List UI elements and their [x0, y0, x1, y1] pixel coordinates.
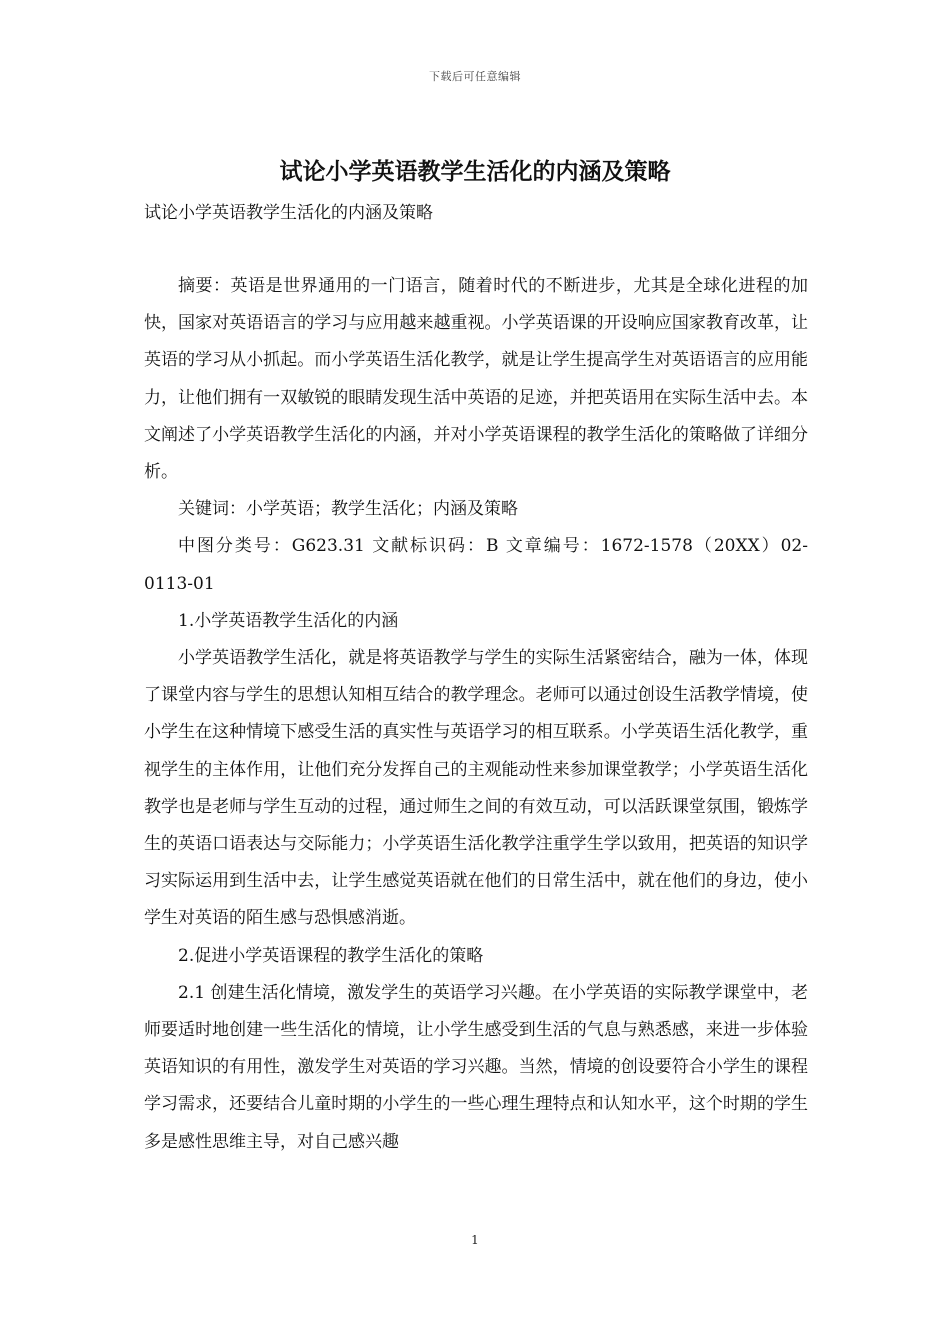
header-note: 下载后可任意编辑 — [429, 70, 521, 83]
page-number: 1 — [471, 1233, 479, 1247]
abstract-paragraph: 摘要：英语是世界通用的一门语言，随着时代的不断进步，尤其是全球化进程的加快，国家对英语语言的学习与应用越来越重视。小学英语课的开设响应国家教育改革，让英语的学习从小抓起。而小学英语生活化教学，就是让学生提高学生对英语语言的应用能力，让他们拥有一双敏锐的眼睛发现生活中英语的足迹，并把英语用在实际生活中去。本文阐述了小学英语教学生活化的内涵，并对小学英语课程的教学生活化的策略做了详细分析。 — [144, 276, 808, 483]
section-1-heading: 1.小学英语教学生活化的内涵 — [178, 610, 399, 631]
document-subtitle: 试论小学英语教学生活化的内涵及策略 — [144, 203, 433, 223]
keywords-paragraph: 关键词：小学英语；教学生活化；内涵及策略 — [178, 499, 518, 520]
document-title: 试论小学英语教学生活化的内涵及策略 — [279, 158, 671, 185]
document-body — [144, 268, 808, 1161]
section-2-heading: 2.促进小学英语课程的教学生活化的策略 — [178, 945, 484, 966]
section-1-body: 小学英语教学生活化，就是将英语教学与学生的实际生活紧密结合，融为一体，体现了课堂内容与学生的思想认知相互结合的教学理念。老师可以通过创设生活教学情境，使小学生在这种情境下感受生活的真实性与英语学习的相互联系。小学英语生活化教学，重视学生的主体作用，让他们充分发挥自己的主观能动性来参加课堂教学；小学英语生活化教学也是老师与学生互动的过程，通过师生之间的有效互动，可以活跃课堂氛围，锻炼学生的英语口语表达与交际能力；小学英语生活化教学注重学生学以致用，把英语的知识学习实际运用到生活中去，让学生感觉英语就在他们的日常生活中，就在他们的身边，使小学生对英语的陌生感与恐惧感消逝。 — [144, 648, 808, 929]
classification-paragraph: 中图分类号：G623.31 文献标识码：B 文章编号：1672-1578（20XX）02-0113-01 — [144, 536, 808, 594]
section-2-1-body: 2.1 创建生活化情境，激发学生的英语学习兴趣。在小学英语的实际教学课堂中，老师要适时地创建一些生活化的情境，让小学生感受到生活的气息与熟悉感，来进一步体验英语知识的有用性，激发学生对英语的学习兴趣。当然，情境的创设要符合小学生的课程学习需求，还要结合儿童时期的小学生的一些心理生理特点和认知水平，这个时期的学生多是感性思维主导，对自己感兴趣 — [144, 982, 808, 1152]
